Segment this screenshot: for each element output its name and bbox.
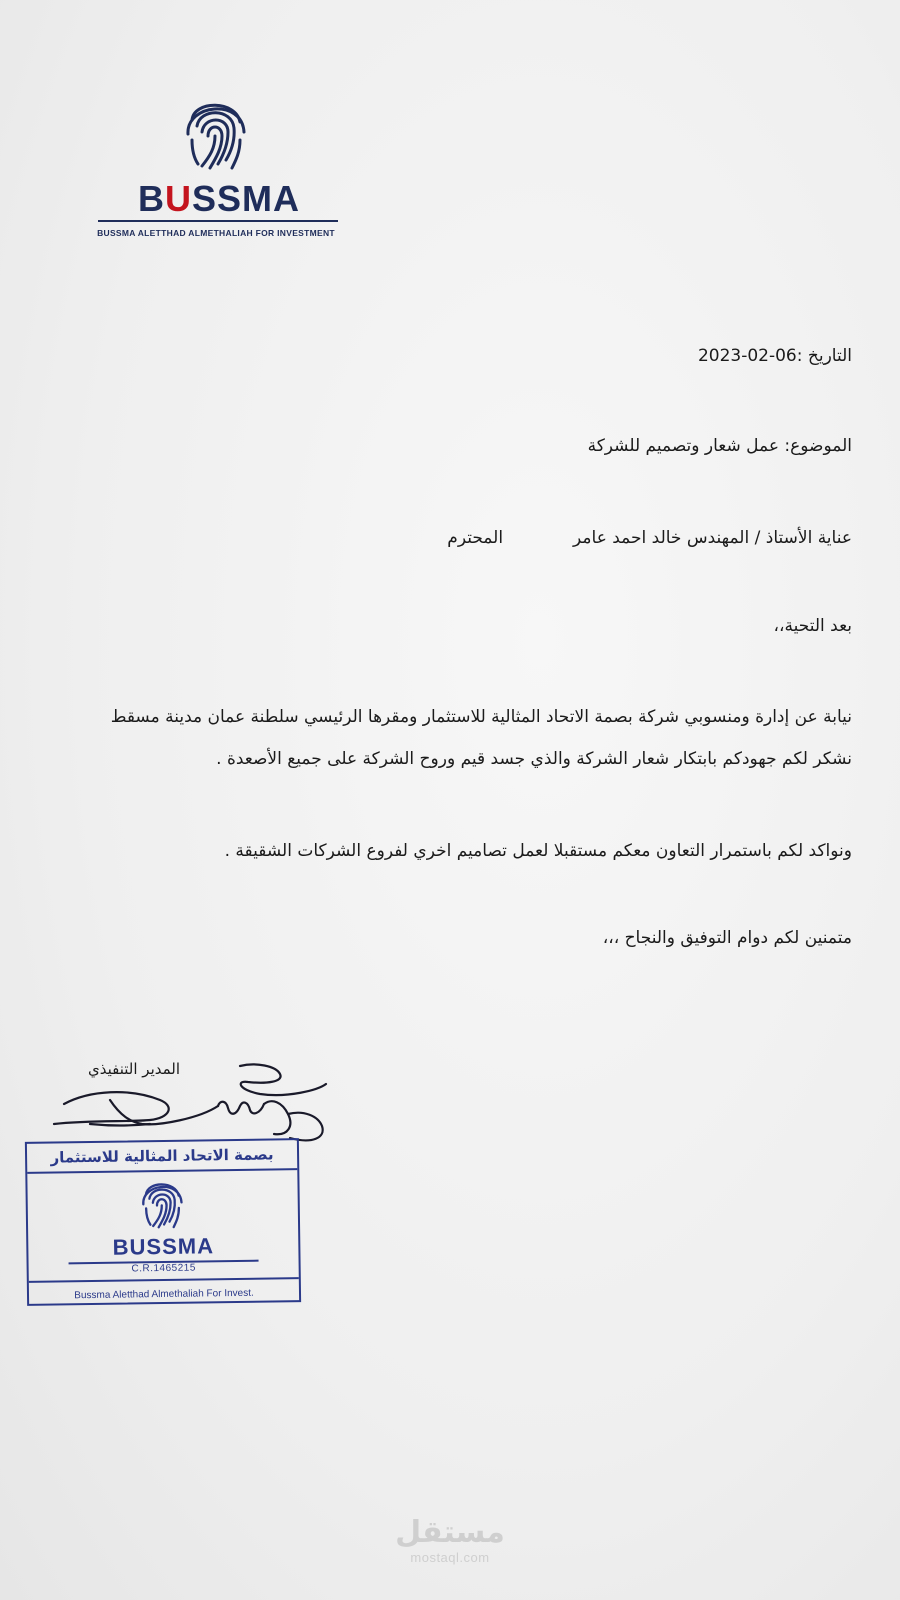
date-value: 2023-02-06 [697,346,797,366]
stamp-bottom-divider [29,1277,299,1282]
date-label: التاريخ : [796,346,852,366]
addressee-title: المحترم [447,528,504,548]
watermark [380,1516,520,1565]
stamp-logo-text: BUSSMA [112,1233,215,1260]
stamp-fingerprint-icon [137,1174,186,1233]
company-stamp [25,1138,301,1306]
stamp-divider [27,1168,297,1173]
logo-divider [98,220,338,222]
closing-line: متمنين لكم دوام التوفيق والنجاح ،،، [602,928,852,948]
fingerprint-icon [180,90,250,175]
paragraph-1-line-2: نشكر لكم جهودكم بابتكار شعار الشركة والذي جسد قيم وروح الشركة على جميع الأصعدة . [216,749,852,769]
stamp-english-name: Bussma Aletthad Almethaliah For Invest. [74,1287,254,1302]
addressee-name: عناية الأستاذ / المهندس خالد احمد عامر [573,528,852,548]
subject-line: الموضوع: عمل شعار وتصميم للشركة [587,436,852,456]
logo-subtitle: BUSSMA ALETTHAD ALMETHALIAH FOR INVESTMENT [97,228,335,238]
watermark-latin: mostaql.com [410,1550,490,1565]
paragraph-2: ونواكد لكم باستمرار التعاون معكم مستقبلا لعمل تصاميم اخري لفروع الشركات الشقيقة . [224,841,852,861]
date-line [698,346,852,366]
paragraph-1-line-1: نيابة عن إدارة ومنسوبي شركة بصمة الاتحاد المثالية للاستثمار ومقرها الرئيسي سلطنة عمان مدينة مسقط [110,707,852,727]
logo-wordmark: BUSSMA [138,178,301,219]
watermark-arabic: مستقل [395,1515,505,1550]
greeting: بعد التحية،، [773,616,852,636]
signatory-title: المدير التنفيذي [88,1060,181,1078]
stamp-cr-number: C.R.1465215 [131,1262,196,1275]
company-logo [90,90,350,250]
addressee-line [447,528,852,548]
stamp-arabic-name: بصمة الاتحاد المثالية للاستثمار [50,1145,274,1167]
